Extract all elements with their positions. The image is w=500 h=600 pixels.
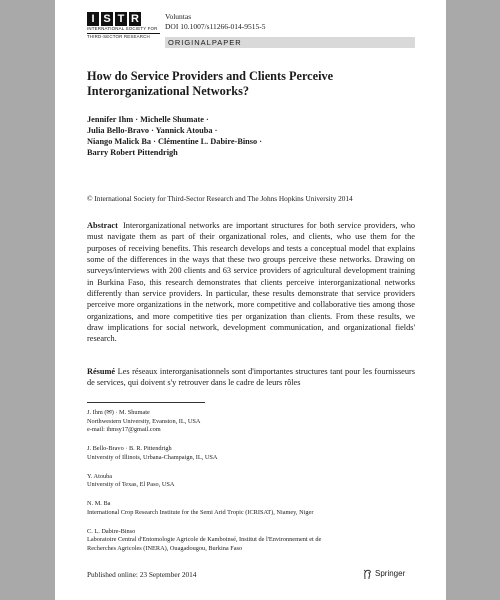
- affiliation-line: Y. Atouba: [87, 472, 113, 480]
- affiliation-line: University of Illinois, Urbana-Champaign, IL, USA: [87, 453, 218, 461]
- springer-logo: [363, 568, 405, 580]
- published-date: Published online: 23 September 2014: [87, 570, 197, 579]
- paper-page: [55, 0, 446, 600]
- logo-letter: T: [115, 12, 127, 26]
- affiliation-block: [87, 528, 427, 554]
- journal-doi: DOI 10.1007/s11266-014-9515-5: [165, 22, 266, 31]
- affiliations: [87, 409, 427, 564]
- resume-text: Les réseaux interorganisationnels sont d'importantes structures tant pour les fournisseurs de services, qui doivent s'y retrouver dans le cadre de leurs rôles: [87, 367, 415, 388]
- logo-letters: [87, 12, 160, 26]
- springer-horse-icon: [363, 569, 372, 580]
- author-line: Jennifer Ihm · Michelle Shumate ·: [87, 115, 209, 124]
- istr-logo: [87, 12, 160, 48]
- logo-line-2: THIRD-SECTOR RESEARCH: [87, 34, 150, 39]
- affiliation-line: Laboratoire Central d'Entomologie Agricole de Kamboinsé, Institut de l'Environnement et de: [87, 536, 322, 543]
- author-list: [87, 114, 417, 158]
- affiliation-line: Recherches Agricoles (INERA), Ouagadougou, Burkina Faso: [87, 544, 243, 552]
- copyright-notice: © International Society for Third-Sector Research and The Johns Hopkins University 2014: [87, 194, 353, 203]
- abstract-heading: Abstract: [87, 221, 118, 230]
- affiliation-block: [87, 473, 427, 490]
- affiliation-line: J. Ihm (✉) · M. Shumate: [87, 409, 150, 416]
- affiliation-line: N. M. Ba: [87, 500, 111, 507]
- affiliation-line: Northwestern University, Evanston, IL, USA: [87, 417, 201, 425]
- affiliation-block: [87, 445, 427, 462]
- affiliation-line: C. L. Dabire-Binso: [87, 527, 136, 535]
- logo-letter: R: [129, 12, 141, 26]
- resume-heading: Résumé: [87, 367, 116, 376]
- springer-label: Springer: [375, 569, 406, 578]
- abstract-text: Interorganizational networks are important structures for both service providers, who must navigate them as part of their organizational roles, and clients, who use them for the purposes of receiving benefits. This research develops and tests a conceptual model that explains some of the differences in the ways that these two groups perceive these networks. Drawing on surveys/interviews with 200 clients and 63 service providers of agricultural development training in Burkina Faso, this research demonstrates that clients perceive interorganizational networks differently than service providers. In particular, these results demonstrate that service providers perceive more organizations in the network, more competitive and collaborative ties among those organizations, and more competitive ties per organization than clients. From these results, we draw implications for social network, development communication, and organizational fields' research.: [87, 221, 415, 344]
- author-line: Julia Bello-Bravo · Yannick Atouba ·: [87, 126, 218, 135]
- author-line: Niango Malick Ba · Clémentine L. Dabire-Binso ·: [87, 137, 263, 146]
- affiliation-block: [87, 500, 427, 517]
- email-line: e-mail: ihmsy17@gmail.com: [87, 426, 161, 433]
- logo-letter: I: [87, 12, 99, 26]
- affiliation-line: University of Texas, El Paso, USA: [87, 481, 175, 488]
- author-line: Barry Robert Pittendrigh: [87, 148, 178, 157]
- journal-info: [165, 12, 266, 32]
- article-type-banner: ORIGINALPAPER: [165, 37, 415, 48]
- affiliation-line: International Crop Research Institute for the Semi Arid Tropic (ICRISAT), Niamey, Niger: [87, 508, 314, 516]
- abstract-section: [87, 220, 415, 345]
- logo-letter: S: [101, 12, 113, 26]
- affiliation-block: [87, 409, 427, 435]
- paper-title: How do Service Providers and Clients Perceive Interorganizational Networks?: [87, 69, 334, 98]
- resume-section: [87, 366, 415, 389]
- footnote-divider: [87, 402, 205, 403]
- logo-line-1: INTERNATIONAL SOCIETY FOR: [87, 26, 158, 31]
- affiliation-line: J. Bello-Bravo · B. R. Pittendrigh: [87, 445, 172, 452]
- journal-name: Voluntas: [165, 12, 192, 21]
